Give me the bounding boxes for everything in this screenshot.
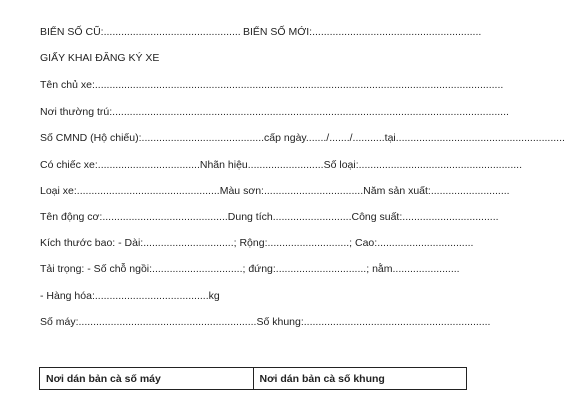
- engine-field: Tên động cơ:...........................................Dung tích...........................Công suất:.................................: [40, 211, 499, 223]
- dimensions-field: Kích thước bao: - Dài:...............................; Rộng:............................; Cao:.................................: [40, 237, 474, 249]
- id-number-field: Số CMND (Hộ chiếu):..........................................cấp ngày......./......./...........tại..........................................................: [40, 132, 565, 144]
- load-seats-field: Tải trọng: - Số chỗ ngồi:...............................; đứng:...............................; nằm.......................: [40, 263, 460, 275]
- owner-name-field: Tên chủ xe:............................................................................................................................................: [40, 79, 504, 91]
- chassis-number-slot: Nơi dán bản cà số khung: [253, 368, 467, 389]
- old-plate-field: BIỂN SỐ CŨ:...............................................: [40, 26, 241, 38]
- cargo-field: - Hàng hóa:.......................................kg: [40, 290, 220, 302]
- engine-number-slot: Nơi dán bản cà số máy: [46, 372, 161, 385]
- number-rubbing-table: [39, 367, 467, 390]
- new-plate-field: BIỂN SỐ MỚI:..........................................................: [243, 26, 482, 38]
- residence-field: Nơi thường trú:........................................................................................................................................: [40, 106, 509, 118]
- vehicle-count-field: Có chiếc xe:...................................Nhãn hiệu..........................Số loại:........................................................: [40, 159, 522, 171]
- vehicle-type-field: Loại xe:.................................................Màu sơn:..................................Năm sản xuất:...........................: [40, 185, 510, 197]
- form-title: GIẤY KHAI ĐĂNG KÝ XE: [40, 52, 160, 64]
- engine-chassis-field: Số máy:.............................................................Số khung:................................................................: [40, 316, 491, 328]
